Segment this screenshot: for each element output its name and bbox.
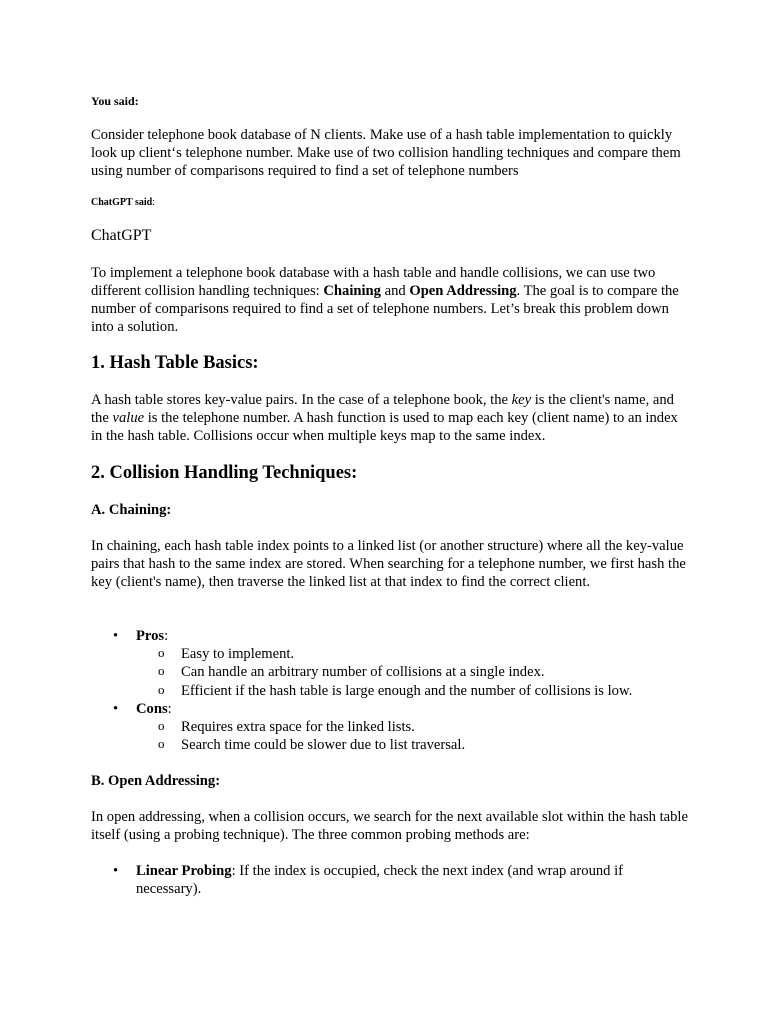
chatgpt-said-colon: :	[152, 197, 156, 208]
section1-text-3: is the telephone number. A hash function is used to map each key (client name) to an index in the hash table. Collisions occur when multiple keys map to the same index.	[91, 410, 678, 444]
open-addressing-paragraph: In open addressing, when a collision occurs, we search for the next available slot within the hash table itself (using a probing technique). The three common probing methods are:	[91, 809, 688, 843]
list-item	[136, 682, 691, 700]
chatgpt-said-text: ChatGPT said	[91, 197, 153, 208]
intro-text-1: To implement a telephone book database with a hash table and handle collisions, we can use two different collision handling techniques:	[91, 265, 656, 299]
section2-heading: 2. Collision Handling Techniques:	[91, 463, 358, 483]
section1-text-2: is the client's name, and the	[91, 392, 674, 426]
bullet-icon: •	[113, 700, 119, 717]
intro-open-addressing-bold: Open Addressing	[409, 283, 517, 299]
sub-bullet-icon: o	[158, 717, 165, 733]
section1-paragraph	[91, 391, 691, 445]
linear-probing-text: : If the index is occupied, check the next index (and wrap around if necessary).	[136, 863, 624, 897]
pro-text: Efficient if the hash table is large enough and the number of collisions is low.	[181, 682, 633, 699]
bullet-icon: •	[113, 863, 119, 879]
cons-label: Cons	[136, 700, 168, 717]
user-prompt: Consider telephone book database of N clients. Make use of a hash table implementation to quickly look up client‘s telephone number. Make use of two collision handling techniques and compare them using number of comparisons required to find a set of telephone numbers	[91, 127, 681, 179]
intro-paragraph	[91, 264, 691, 336]
pros-sublist	[136, 645, 691, 700]
section1-text-1: A hash table stores key-value pairs. In the case of a telephone book, the	[91, 392, 512, 408]
intro-chaining-bold: Chaining	[323, 283, 381, 299]
sub-bullet-icon: o	[158, 736, 165, 752]
list-item	[136, 736, 691, 754]
section1-heading: 1. Hash Table Basics:	[91, 353, 259, 373]
con-text: Search time could be slower due to list traversal.	[181, 737, 466, 754]
section1-value-word: value	[112, 410, 145, 426]
pros-colon: :	[164, 628, 169, 644]
cons-sublist	[136, 718, 691, 755]
bullet-icon: •	[113, 628, 119, 644]
sub-bullet-icon: o	[158, 663, 165, 679]
linear-probing-item	[91, 862, 691, 898]
sub-bullet-icon: o	[158, 681, 165, 697]
list-item	[136, 663, 691, 681]
chatgpt-said-label	[91, 197, 691, 209]
cons-item	[91, 700, 691, 755]
linear-probing-label: Linear Probing	[136, 863, 232, 879]
con-text: Requires extra space for the linked lists.	[181, 718, 415, 735]
list-item	[136, 645, 691, 663]
section1-key-word: key	[511, 392, 532, 408]
chaining-paragraph: In chaining, each hash table index points to a linked list (or another structure) where all the key-value pairs that hash to the same index are stored. When searching for a telephone number, we first hash the key (client's name), then traverse the linked list at that index to find the correct client.	[91, 538, 686, 590]
assistant-name: ChatGPT	[91, 227, 152, 244]
pros-item	[91, 627, 691, 700]
intro-text-2: and	[380, 283, 410, 299]
open-addressing-heading: B. Open Addressing:	[91, 773, 221, 789]
chaining-heading: A. Chaining:	[91, 502, 172, 518]
probing-methods-list	[91, 862, 691, 898]
pro-text: Easy to implement.	[181, 646, 295, 662]
you-said-label: You said:	[91, 94, 139, 108]
intro-text-3: . The goal is to compare the number of comparisons required to find a set of telephone numbers. Let’s break this problem down into a solution.	[91, 283, 679, 335]
cons-colon: :	[167, 700, 172, 717]
pro-text: Can handle an arbitrary number of collisions at a single index.	[181, 664, 545, 681]
pros-label: Pros	[136, 628, 165, 644]
list-item	[136, 718, 691, 736]
sub-bullet-icon: o	[158, 645, 165, 660]
chaining-pros-cons-list	[91, 627, 691, 754]
